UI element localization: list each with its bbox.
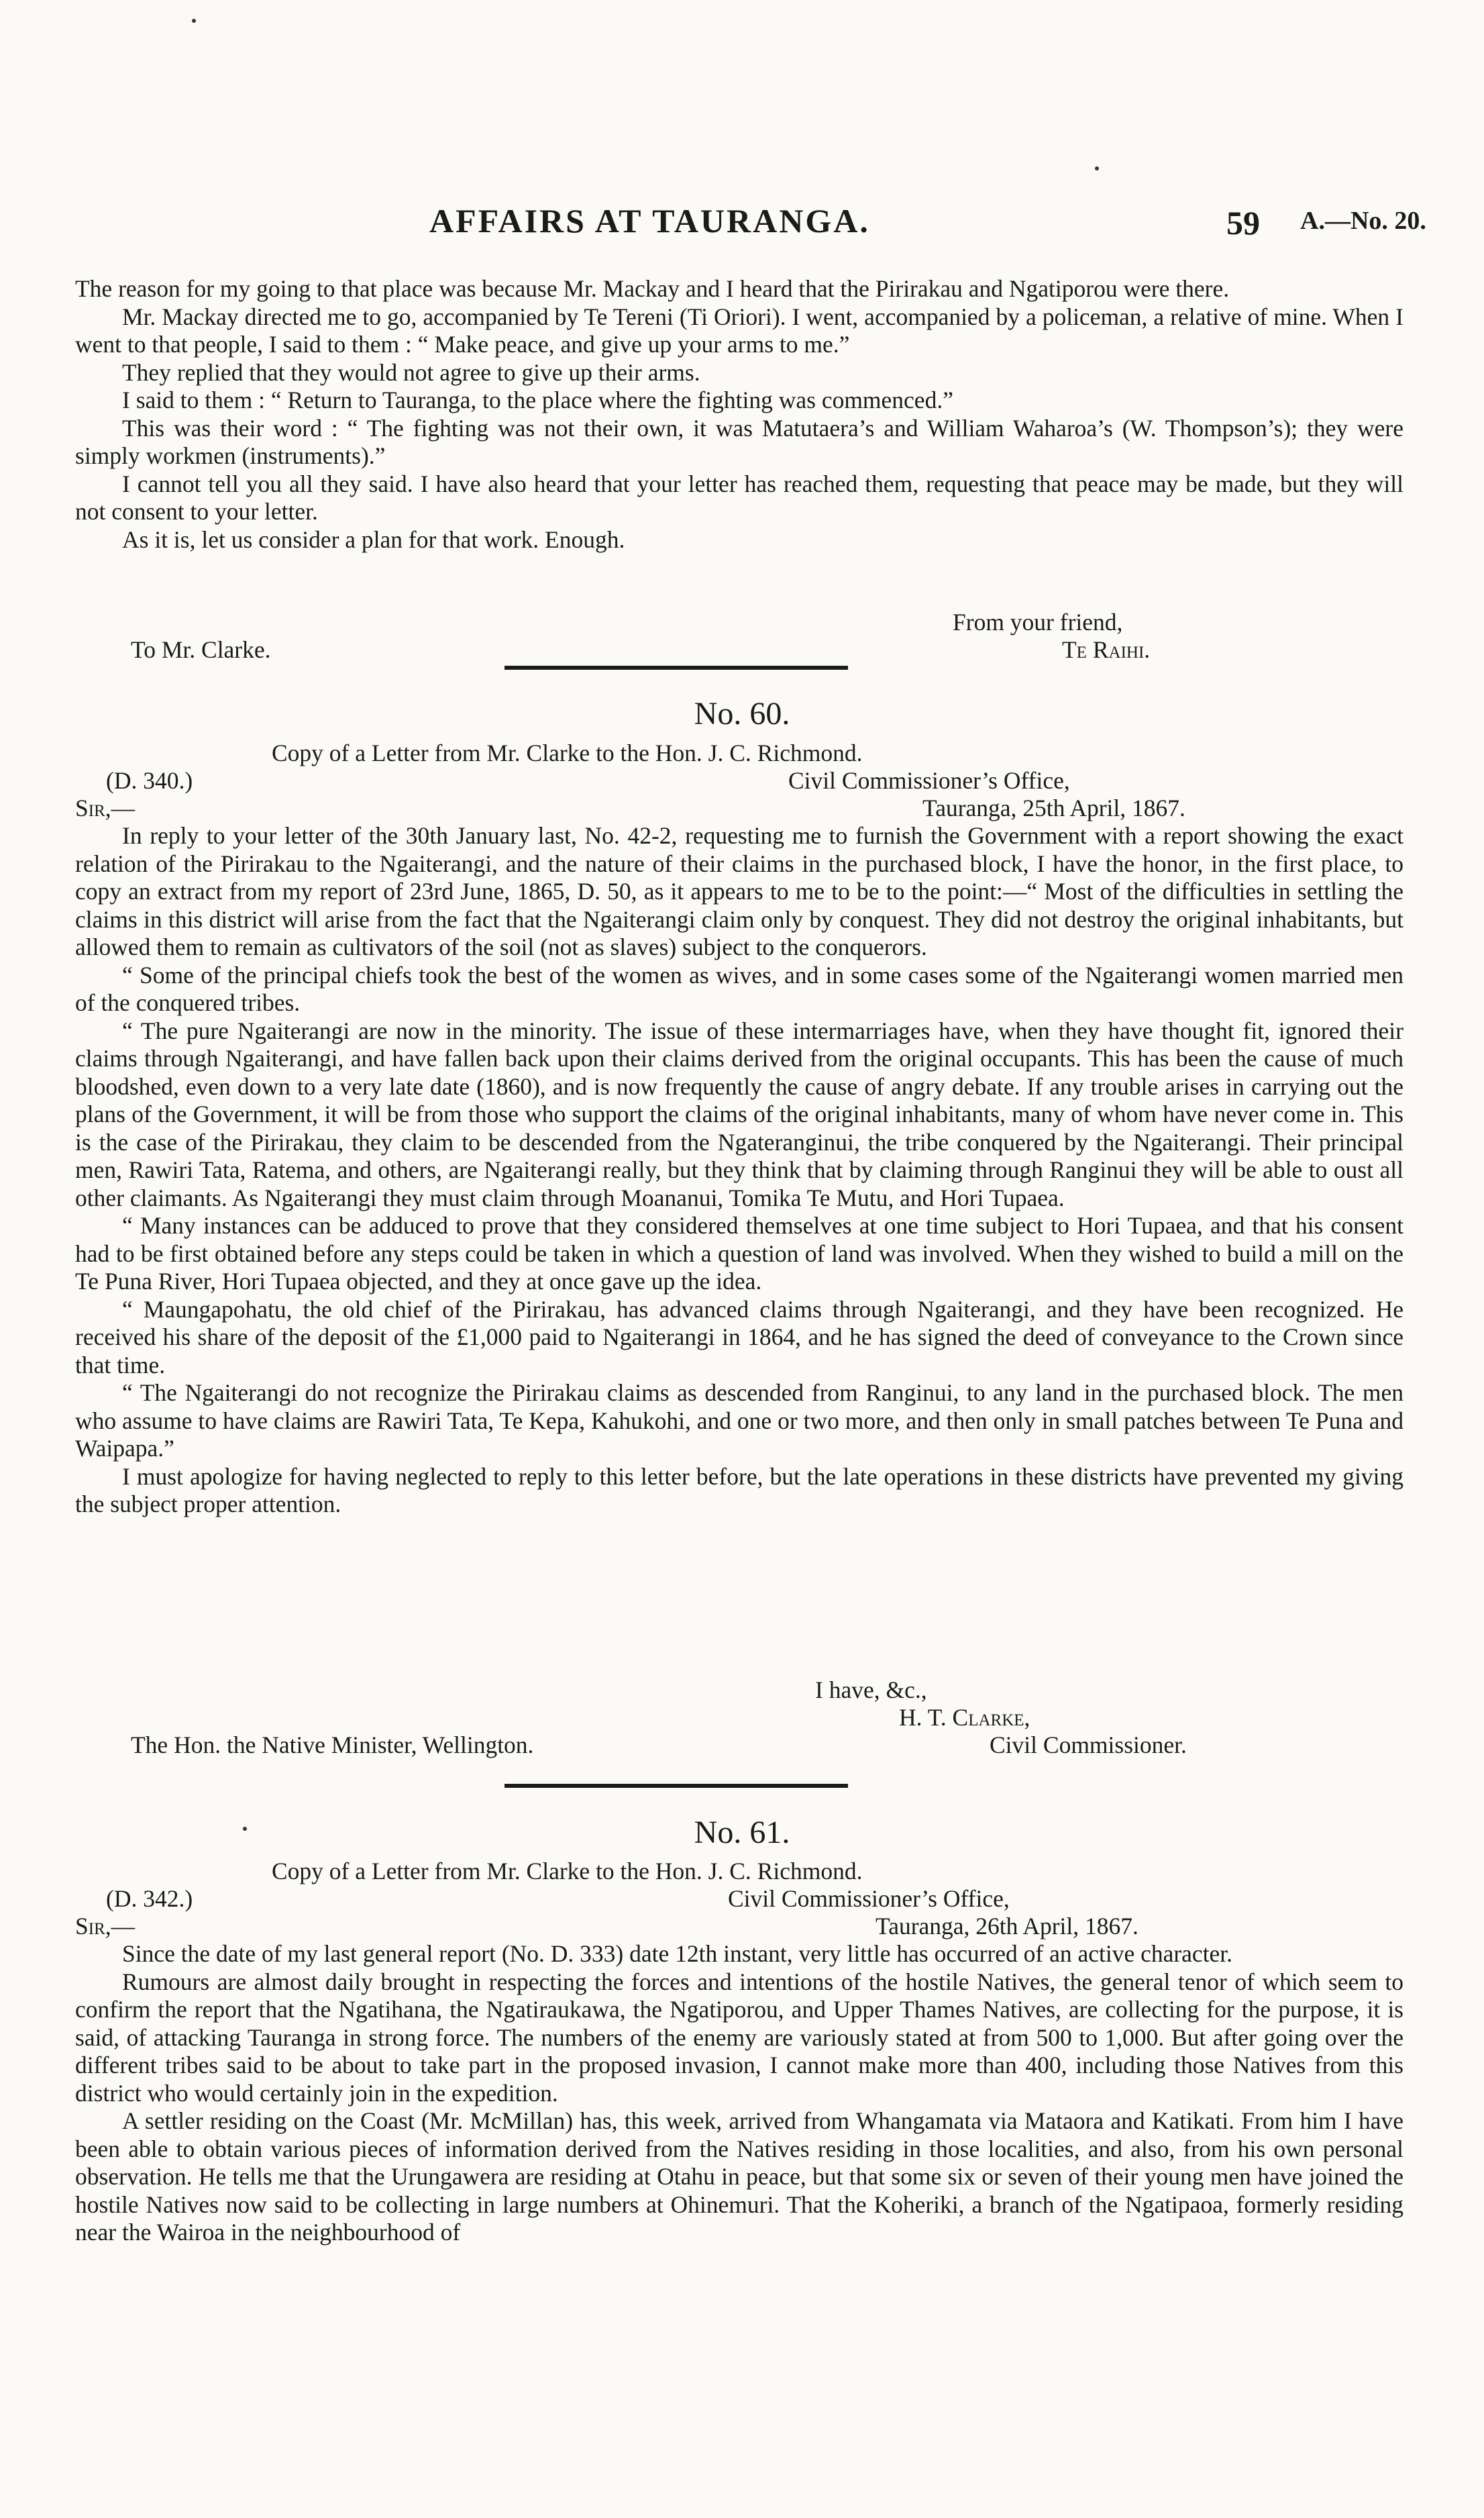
- letter-number: No. 60.: [694, 696, 790, 732]
- salutation: Sir,—: [75, 1913, 136, 1940]
- office: Civil Commissioner’s Office,: [788, 767, 1070, 794]
- place-date: Tauranga, 25th April, 1867.: [922, 795, 1185, 821]
- office: Civil Commissioner’s Office,: [728, 1885, 1010, 1912]
- paper-reference: A.—No. 20.: [1300, 207, 1426, 235]
- section-rule: [505, 1784, 848, 1788]
- addressee: To Mr. Clarke.: [131, 636, 271, 663]
- paragraph: I must apologize for having neglected to reply to this letter before, but the late operations in these districts have prevented my giving the subject proper attention.: [75, 1462, 1403, 1517]
- paragraph: I said to them : “ Return to Tauranga, to the place where the fighting was commenced.”: [122, 387, 953, 413]
- addressee: The Hon. the Native Minister, Wellington.: [131, 1731, 534, 1758]
- paragraph: “ Many instances can be adduced to prove that they considered themselves at one time subject to Hori Tupaea, and that his consent had to be first obtained before any steps could be taken in which a question of land was involved. When they wished to build a mill on the Te Puna River, Hori Tupaea objected, and they at once gave up the idea.: [75, 1212, 1403, 1295]
- page-number: 59: [1226, 204, 1260, 242]
- paragraph: In reply to your letter of the 30th January last, No. 42-2, requesting me to furnish the Government with a report showing the exact relation of the Pirirakau to the Ngaiterangi, and the nature of their claims in the purchased block, I have the honor, in the first place, to copy an extract from my report of 23rd June, 1865, D. 50, as it appears to me to be to the point:—“ Most of the difficulties in settling the claims in this district will arise from the fact that the Ngaiterangi claim only by conquest. They did not destroy the original inhabitants, but allowed them to remain as cultivators of the soil (not as slaves) subject to the conquerors.: [75, 822, 1403, 960]
- paragraph: “ The Ngaiterangi do not recognize the Pirirakau claims as descended from Ranginui, to any land in the purchased block. The men who assume to have claims are Rawiri Tata, Te Kepa, Kahukohi, and one or two more, and then only in small patches between Te Puna and Waipapa.”: [75, 1379, 1403, 1462]
- paragraph: “ Some of the principal chiefs took the best of the women as wives, and in some cases some of the Ngaiterangi women married men of the conquered tribes.: [75, 961, 1403, 1016]
- signature: H. T. Clarke,: [899, 1704, 1030, 1731]
- paragraph: “ The pure Ngaiterangi are now in the minority. The issue of these intermarriages have, when they have thought fit, ignored their claims through Ngaiterangi, and have fallen back upon their claims derived from the original occupants. This has been the cause of much bloodshed, even down to a very late date (1860), and is now frequently the cause of angry debate. If any trouble arises in carrying out the plans of the Government, it will be from those who support the claims of the original inhabitants, many of whom have never come in. This is the case of the Pirirakau, they claim to be descended from the Ngateranginui, the tribe conquered by the Ngaiterangi. Their principal men, Rawiri Tata, Ratema, and others, are Ngaiterangi really, but they think that by claiming through Ranginui they will be able to oust all other claimants. As Ngaiterangi they must claim through Moananui, Tomika Te Mutu, and Hori Tupaea.: [75, 1017, 1403, 1211]
- signatory-title: Civil Commissioner.: [990, 1731, 1187, 1758]
- paragraph: Rumours are almost daily brought in respecting the forces and intentions of the hostile Natives, the general tenor of which seem to confirm the report that the Ngatihana, the Ngatiraukawa, the Ngatiporou, and Upper Thames Natives, are collecting for the purpose, it is said, of attacking Tauranga in strong force. The numbers of the enemy are variously stated at from 500 to 1,000. But after going over the different tribes said to be about to take part in the proposed invasion, I cannot make more than 400, including those Natives from this district who would certainly join in the expedition.: [75, 1968, 1403, 2107]
- letter-heading: Copy of a Letter from Mr. Clarke to the Hon. J. C. Richmond.: [272, 1858, 863, 1884]
- signature: Te Raihi.: [1062, 636, 1151, 663]
- paragraph: This was their word : “ The fighting was not their own, it was Matutaera’s and William Waharoa’s (W. Thompson’s); they were simply workmen (instruments).”: [75, 414, 1403, 469]
- paragraph: They replied that they would not agree to give up their arms.: [122, 358, 700, 386]
- letter-60-body: [75, 822, 1403, 1519]
- scan-speck: [1095, 166, 1099, 170]
- section-rule: [505, 666, 848, 670]
- place-date: Tauranga, 26th April, 1867.: [876, 1913, 1138, 1940]
- paragraph: Mr. Mackay directed me to go, accompanied by Te Tereni (Ti Oriori). I went, accompanied by a policeman, a relative of mine. When I went to that people, I said to them : “ Make peace, and give up your arms to me.”: [75, 303, 1403, 358]
- running-title: AFFAIRS AT TAURANGA.: [429, 202, 870, 240]
- letter-reference: (D. 340.): [106, 767, 193, 794]
- paragraph: A settler residing on the Coast (Mr. McMillan) has, this week, arrived from Whangamata via Mataora and Katikati. From him I have been able to obtain various pieces of information derived from the Natives residing in those localities, and also, from his own personal observation. He tells me that the Urungawera are residing at Otahu in peace, but that some six or seven of their young men have joined the hostile Natives now said to be collecting in large numbers at Ohinemuri. That the Koheriki, a branch of the Ngatipaoa, formerly residing near the Wairoa in the neighbourhood of: [75, 2107, 1403, 2246]
- salutation: Sir,—: [75, 795, 136, 821]
- letter-61-body: [75, 1940, 1403, 2247]
- letter-reference: (D. 342.): [106, 1885, 193, 1912]
- letter-number: No. 61.: [694, 1815, 790, 1850]
- paragraph: “ Maungapohatu, the old chief of the Pirirakau, has advanced claims through Ngaiterangi, and they have been recognized. He received his share of the deposit of the £1,000 paid to Ngaiterangi in 1864, and he has signed the deed of conveyance to the Crown since that time.: [75, 1295, 1403, 1378]
- paragraph: As it is, let us consider a plan for that work. Enough.: [122, 525, 625, 553]
- letter-heading: Copy of a Letter from Mr. Clarke to the Hon. J. C. Richmond.: [272, 740, 863, 766]
- scan-speck: [192, 19, 196, 23]
- paragraph: Since the date of my last general report (No. D. 333) date 12th instant, very little has occurred of an active character.: [122, 1940, 1233, 1967]
- closing: I have, &c.,: [815, 1676, 927, 1703]
- paragraph: I cannot tell you all they said. I have also heard that your letter has reached them, requesting that peace may be made, but they will not consent to your letter.: [75, 470, 1403, 525]
- letter-59-body: [75, 275, 1403, 554]
- paragraph: The reason for my going to that place was because Mr. Mackay and I heard that the Pirirakau and Ngatiporou were there.: [75, 275, 1230, 302]
- closing: From your friend,: [953, 609, 1123, 636]
